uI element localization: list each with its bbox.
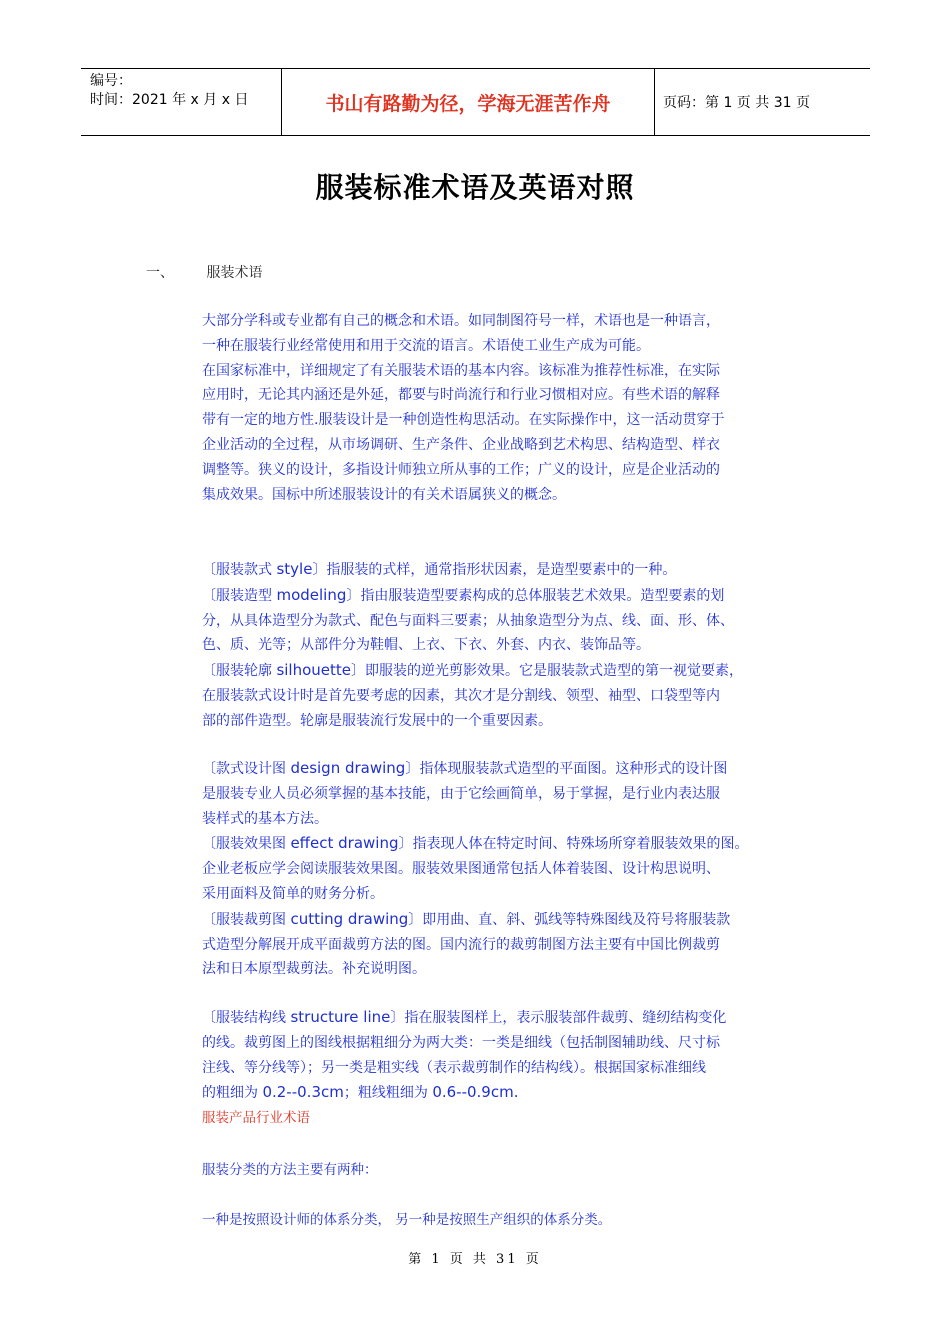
intro-line: 应用时，无论其内涵还是外延，都要与时尚流行和行业习惯相对应。有些术语的解释: [202, 387, 720, 404]
line-text: 〔服装造型: [202, 587, 277, 604]
intro-paragraph: [202, 309, 822, 507]
intro-line: 在国家标准中，详细规定了有关服装术语的基本内容。该标准为推荐性标准，在实际: [202, 362, 720, 379]
line-text: 〕即服装的逆光剪影效果。它是服装款式造型的第一视觉要素，: [351, 663, 744, 680]
intro-line: 调整等。狭义的设计，多指设计师独立所从事的工作；广义的设计，应是企业活动的: [202, 461, 720, 478]
intro-line: 一种在服装行业经常使用和用于交流的语言。术语使工业生产成为可能。: [202, 337, 650, 354]
english-term: cutting drawing: [290, 909, 409, 928]
line-text: 〕指在服装图样上，表示服装部件裁剪、缝纫结构变化: [390, 1010, 727, 1026]
term-line: [202, 658, 822, 684]
english-term: structure line: [290, 1008, 391, 1026]
term-line: [202, 831, 822, 857]
intro-line: 集成效果。国标中所述服装设计的有关术语属狭义的概念。: [202, 486, 566, 503]
section-label: 服装术语: [206, 265, 263, 281]
line-text: ；粗线粗细为: [343, 1085, 433, 1102]
classify-detail: 一种是按照设计师的体系分类， 另一种是按照生产组织的体系分类。: [202, 1212, 612, 1228]
line-text: 〕指表现人体在特定时间、特殊场所穿着服装效果的图。: [398, 836, 749, 853]
industry-terms-heading: 服装产品行业术语: [202, 1110, 310, 1127]
line-text: 〔服装裁剪图: [202, 911, 291, 928]
term-line: [202, 583, 822, 609]
terms-block-2: [202, 756, 822, 982]
english-term: style: [276, 560, 313, 578]
term-line: [202, 907, 822, 933]
term-line: 法和日本原型裁剪法。补充说明图。: [202, 961, 426, 978]
terms-block-3: [202, 1005, 822, 1131]
intro-line: 企业活动的全过程，从市场调研、生产条件、企业战略到艺术构思、结构造型、样衣: [202, 436, 720, 453]
term-line: [202, 1080, 822, 1106]
line-text: 〕指由服装造型要素构成的总体服装艺术效果。造型要素的划: [346, 587, 725, 604]
term-line: 色、质、光等；从部件分为鞋帽、上衣、下衣、外套、内衣、装饰品等。: [202, 637, 650, 654]
term-line: 采用面料及简单的财务分析。: [202, 885, 384, 902]
measurement: 0.6--0.9cm.: [432, 1083, 519, 1102]
line-text: 〔款式设计图: [202, 761, 291, 777]
line-text: 〕指体现服装款式造型的平面图。这种形式的设计图: [405, 761, 728, 777]
term-line: 企业老板应学会阅读服装效果图。服装效果图通常包括人体着装图、设计构思说明、: [202, 861, 720, 878]
term-line: 装样式的基本方法。: [202, 810, 328, 827]
measurement: 0.2--0.3cm: [262, 1083, 344, 1102]
line-text: 的粗细为: [202, 1085, 263, 1102]
term-line: 分，从具体造型分为款式、配色与面料三要素；从抽象造型分为点、线、面、形、体、: [202, 612, 734, 629]
section-number: 一、: [146, 265, 174, 281]
line-text: 〕指服装的式样，通常指形状因素，是造型要素中的一种。: [312, 562, 677, 578]
header-left-cell: [81, 69, 281, 135]
english-term: modeling: [276, 585, 347, 604]
line-text: 〔服装效果图: [202, 836, 291, 853]
page-footer: 第 1 页 共 31 页: [408, 1252, 542, 1267]
term-line: 式造型分解展开成平面裁剪方法的图。国内流行的裁剪制图方法主要有中国比例裁剪: [202, 936, 720, 953]
term-line: [202, 756, 822, 782]
term-line: 是服装专业人员必须掌握的基本技能，由于它绘画简单，易于掌握，是行业内表达服: [202, 785, 720, 802]
line-text: 〔服装轮廓: [202, 663, 277, 680]
motto: 书山有路勤为径，学海无涯苦作舟: [281, 69, 655, 135]
english-term: design drawing: [290, 759, 406, 777]
line-text: 〔服装结构线: [202, 1010, 291, 1026]
intro-line: 大部分学科或专业都有自己的概念和术语。如同制图符号一样，术语也是一种语言，: [202, 313, 720, 329]
intro-line: 带有一定的地方性.服装设计是一种创造性构思活动。在实际操作中，这一活动贯穿于: [202, 412, 725, 429]
english-term: silhouette: [276, 661, 352, 680]
english-term: effect drawing: [290, 834, 399, 853]
classify-methods: 服装分类的方法主要有两种：: [202, 1162, 378, 1178]
page-info: 页码：第 1 页 共 31 页: [663, 95, 810, 111]
line-text: 〔服装款式: [202, 562, 277, 578]
header-table: [81, 68, 870, 136]
term-line: 注线、等分线等）；另一类是粗实线（表示裁剪制作的结构线）。根据国家标准细线: [202, 1059, 706, 1076]
number-label: 编号：: [90, 73, 132, 89]
term-line: [202, 1005, 822, 1031]
term-line: 部的部件造型。轮廓是服装流行发展中的一个重要因素。: [202, 712, 552, 729]
time-label: 时间：2021 年 x 月 x 日: [90, 92, 249, 108]
term-line: 的线。裁剪图上的图线根据粗细分为两大类：一类是细线（包括制图辅助线、尺寸标: [202, 1034, 720, 1051]
page-title: 服装标准术语及英语对照: [315, 171, 635, 204]
terms-block-1: [202, 557, 822, 734]
section-heading: [146, 262, 262, 282]
term-line: 在服装款式设计时是首先要考虑的因素，其次才是分割线、领型、袖型、口袋型等内: [202, 687, 720, 704]
term-line: [202, 557, 822, 583]
line-text: 〕即用曲、直、斜、弧线等特殊图线及符号将服装款: [408, 911, 731, 928]
